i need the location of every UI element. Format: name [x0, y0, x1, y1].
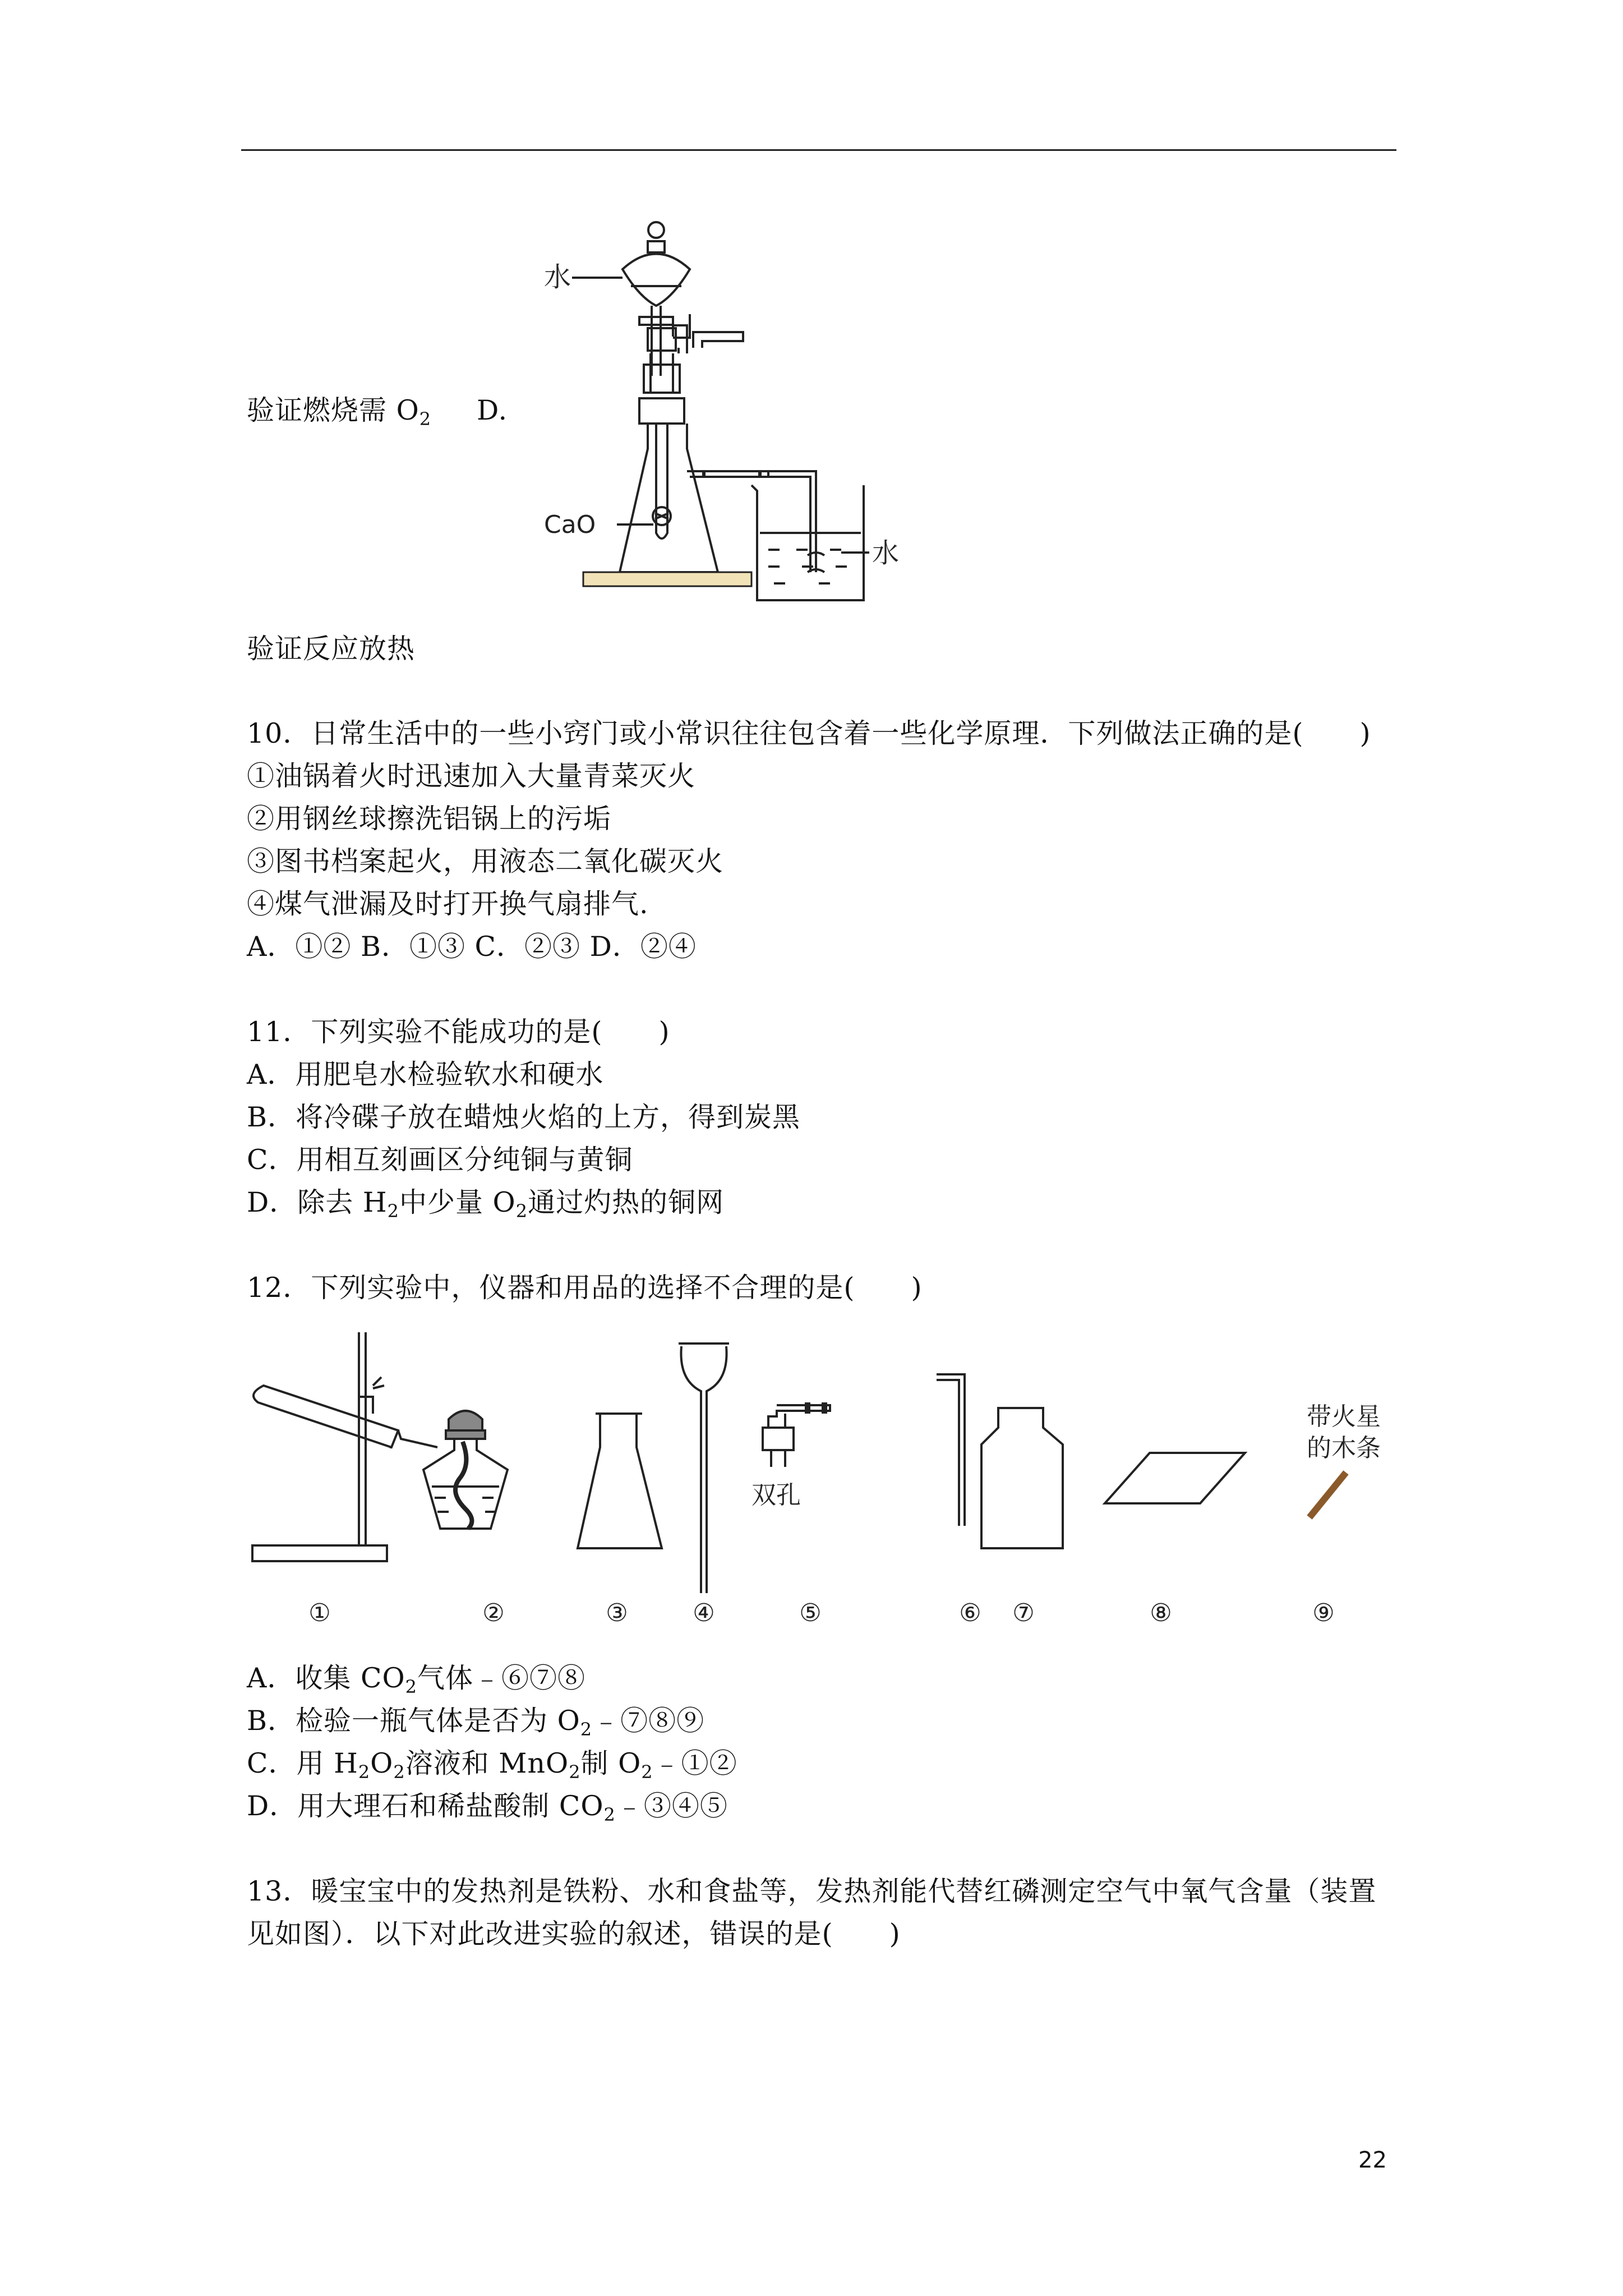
q13-line-2: 见如图）．以下对此改进实验的叙述，错误的是( ) — [247, 1918, 901, 1950]
option-d-label: D. — [477, 394, 508, 426]
q11-option-a: A．用肥皂水检验软水和硬水 — [247, 1059, 604, 1091]
q11-option-c: C．用相互刻画区分纯铜与黄铜 — [247, 1144, 633, 1176]
splint-label-line1: 带火星 — [1307, 1402, 1381, 1431]
q13-line-1: 13．暖宝宝中的发热剂是铁粉、水和食盐等，发热剂能代替红磷测定空气中氧气含量（装置 — [247, 1875, 1377, 1907]
instrument-label-1: ① — [308, 1599, 331, 1627]
instrument-label-2: ② — [482, 1599, 505, 1627]
q10-item-2: ②用钢丝球擦洗铝锅上的污垢 — [247, 803, 612, 835]
q10-stem: 10．日常生活中的一些小窍门或小常识往往包含着一些化学原理．下列做法正确的是( ) — [247, 717, 1371, 749]
instrument-label-6: ⑥ — [959, 1599, 981, 1627]
two-hole-label: 双孔 — [751, 1481, 801, 1510]
heat-release-apparatus — [505, 208, 942, 611]
q12-option-c: C．用 $H_2O_2$溶液和 MnO$_2$制 $O_2﹣①②$ — [247, 1747, 737, 1783]
apparatus-drawing — [505, 208, 942, 611]
q10-item-1: ①油锅着火时迅速加入大量青菜灭火 — [247, 760, 696, 792]
splint-label-line2: 的木条 — [1307, 1434, 1381, 1462]
instruments-drawing — [247, 1324, 1424, 1638]
instrument-label-4: ④ — [693, 1599, 715, 1627]
water-label-beaker: 水 — [872, 537, 900, 569]
option-c-caption: 验证燃烧需 $O_2$ — [247, 394, 432, 430]
q10-item-4: ④煤气泄漏及时打开换气扇排气. — [247, 888, 649, 920]
cao-label: CaO — [544, 510, 596, 539]
q12-option-a: A．收集 $CO_2$气体﹣⑥⑦⑧ — [247, 1662, 586, 1697]
header-rule — [241, 149, 1396, 151]
option-d-caption: 验证反应放热 — [247, 633, 416, 665]
q11-option-b: B．将冷碟子放在蜡烛火焰的上方，得到炭黑 — [247, 1101, 801, 1133]
q12-option-d: D．用大理石和稀盐酸制 $CO_2﹣③④⑤$ — [247, 1790, 728, 1825]
instrument-label-7: ⑦ — [1012, 1599, 1035, 1627]
q11-stem: 11．下列实验不能成功的是( ) — [247, 1016, 670, 1048]
page-number: 22 — [1358, 2147, 1387, 2173]
instrument-label-3: ③ — [606, 1599, 628, 1627]
instrument-figure — [247, 1324, 1424, 1638]
q12-option-b: B．检验一瓶气体是否为 $O_2﹣⑦⑧⑨$ — [247, 1705, 705, 1740]
q10-item-3: ③图书档案起火，用液态二氧化碳灭火 — [247, 845, 724, 877]
q11-option-d: D．除去 $H_2$中少量 $O_2$通过灼热的铜网 — [247, 1186, 725, 1222]
water-label-top: 水 — [544, 261, 571, 293]
q12-stem: 12．下列实验中，仪器和用品的选择不合理的是( ) — [247, 1272, 923, 1304]
instrument-label-9: ⑨ — [1312, 1599, 1335, 1627]
instrument-label-8: ⑧ — [1150, 1599, 1172, 1627]
instrument-label-5: ⑤ — [799, 1599, 822, 1627]
q10-options: A．①② B．①③ C．②③ D．②④ — [247, 931, 697, 963]
